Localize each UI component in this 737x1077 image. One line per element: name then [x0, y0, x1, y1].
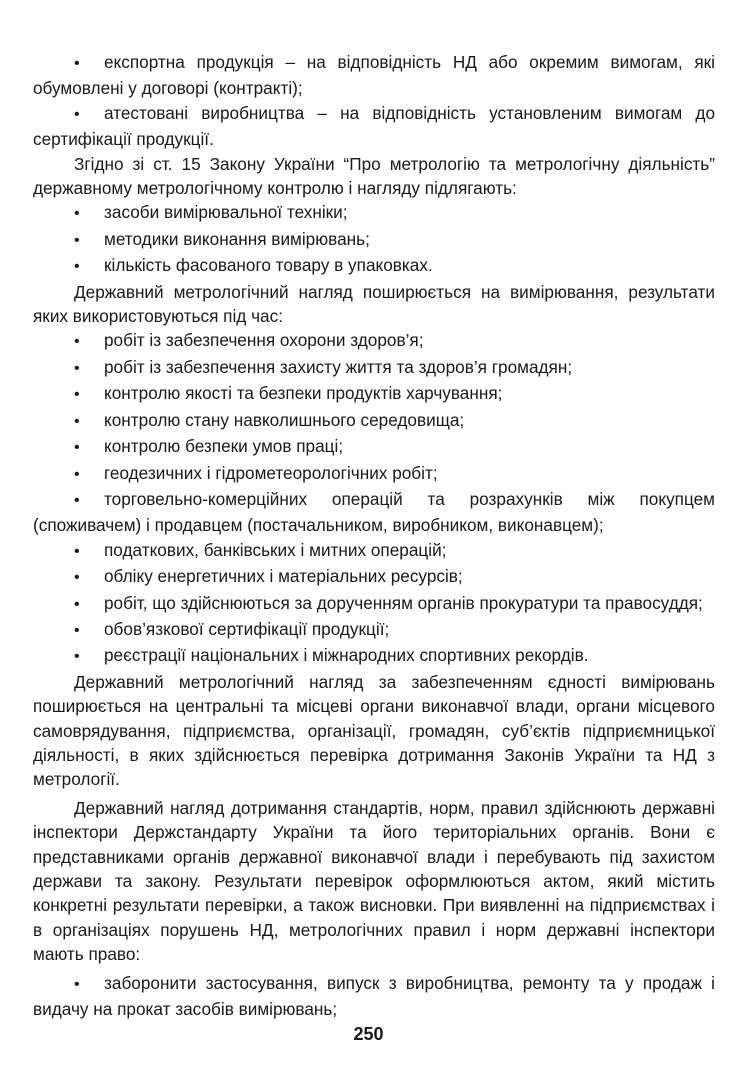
bullet-text: геодезичних і гідрометеорологічних робіт;: [104, 462, 438, 483]
bullet-item: [33, 355, 715, 381]
bullet-item: [33, 253, 715, 279]
bullet-text: атестовані виробництва – на відповідність установленим вимогам до сертифікації продукції.: [33, 102, 715, 150]
bullet-item: [33, 643, 715, 669]
paragraph: Згідно зі ст. 15 Закону України “Про метрологію та метрологічну діяльність” державному метрологічному контролю і нагляду підлягають:: [33, 153, 715, 199]
bullet-text: обов’язкової сертифікації продукції;: [104, 618, 390, 639]
bullet-item: [33, 538, 715, 564]
bullet-item: [33, 971, 715, 1022]
bullet-text: торговельно-комерційних операцій та розрахунків між покупцем (споживачем) і продавцем (постачальником, виробником, виконавцем);: [33, 488, 715, 536]
bullet-item: [33, 328, 715, 354]
bullet-symbol: •: [74, 648, 80, 666]
paragraph: Державний метрологічний нагляд за забезпеченням єдності вимірювань поширюється на центральні та місцеві органи виконавчої влади, органи місцевого самоврядування, підприємства, організації, громадян, суб’єктів підприємницької діяльності, в яких здійснюється перевірка дотримання Законів України та НД з метрології.: [33, 671, 715, 790]
bullet-text: робіт із забезпечення захисту життя та здоров’я громадян;: [104, 356, 573, 377]
bullet-text: робіт із забезпечення охорони здоров’я;: [104, 330, 424, 351]
bullet-symbol: •: [74, 359, 80, 377]
bullet-text: обліку енергетичних і матеріальних ресурсів;: [104, 566, 463, 587]
bullet-text: експортна продукція – на відповідність НД або окремим вимогам, які обумовлені у договорі (контракті);: [33, 52, 715, 99]
bullet-item: [33, 461, 715, 487]
bullet-item: [33, 487, 715, 538]
bullet-text: реєстрації національних і міжнародних спортивних рекордів.: [104, 645, 589, 666]
bullet-item: [33, 434, 715, 460]
bullet-symbol: •: [74, 621, 80, 639]
bullet-symbol: •: [74, 258, 80, 276]
bullet-text: робіт, що здійснюються за дорученням органів прокуратури та правосуддя;: [104, 592, 703, 613]
bullet-text: контролю стану навколишнього середовища;: [104, 409, 465, 430]
bullet-symbol: •: [74, 205, 80, 223]
bullet-text: кількість фасованого товару в упаковках.: [104, 255, 433, 276]
paragraph: Державний метрологічний нагляд поширюється на вимірювання, результати яких використовуються під час:: [33, 281, 715, 327]
page-text: [33, 50, 715, 1021]
bullet-item: [33, 591, 715, 617]
bullet-symbol: •: [74, 439, 80, 457]
bullet-item: [33, 617, 715, 643]
bullet-text: засоби вимірювальної техніки;: [104, 202, 348, 223]
paragraph: Державний нагляд дотримання стандартів, норм, правил здійснюють державні інспектори Держстандарту України та його територіальних органів. Вони є представниками органів державної виконавчої влади і перебувають під захистом держави та закону. Результати перевірок оформлюються актом, який містить конкретні результати перевірки, а також висновки. При виявленні на підприємствах і в організаціях порушень НД, метрологічних правил і норм державні інспектори мають право:: [33, 797, 715, 965]
bullet-item: [33, 200, 715, 226]
bullet-symbol: •: [74, 231, 80, 249]
bullet-symbol: •: [74, 491, 80, 509]
bullet-symbol: •: [74, 569, 80, 587]
bullet-symbol: •: [74, 386, 80, 404]
bullet-symbol: •: [74, 595, 80, 613]
bullet-text: методики виконання вимірювань;: [104, 228, 370, 249]
page-number: 250: [353, 1024, 384, 1044]
bullet-item: [33, 50, 715, 101]
bullet-symbol: •: [74, 465, 80, 483]
bullet-symbol: •: [74, 412, 80, 430]
bullet-item: [33, 101, 715, 152]
bullet-text: контролю якості та безпеки продуктів харчування;: [104, 383, 503, 404]
bullet-symbol: •: [74, 55, 80, 72]
bullet-item: [33, 408, 715, 434]
bullet-text: контролю безпеки умов праці;: [104, 436, 344, 457]
bullet-item: [33, 227, 715, 253]
bullet-symbol: •: [74, 105, 80, 123]
bullet-symbol: •: [74, 975, 80, 993]
bullet-text: податкових, банківських і митних операцій;: [104, 539, 447, 560]
bullet-symbol: •: [74, 542, 80, 560]
bullet-item: [33, 381, 715, 407]
bullet-symbol: •: [74, 333, 80, 351]
bullet-item: [33, 564, 715, 590]
bullet-text: заборонити застосування, випуск з виробництва, ремонту та у продаж і видачу на прокат засобів вимірювань;: [33, 972, 715, 1020]
